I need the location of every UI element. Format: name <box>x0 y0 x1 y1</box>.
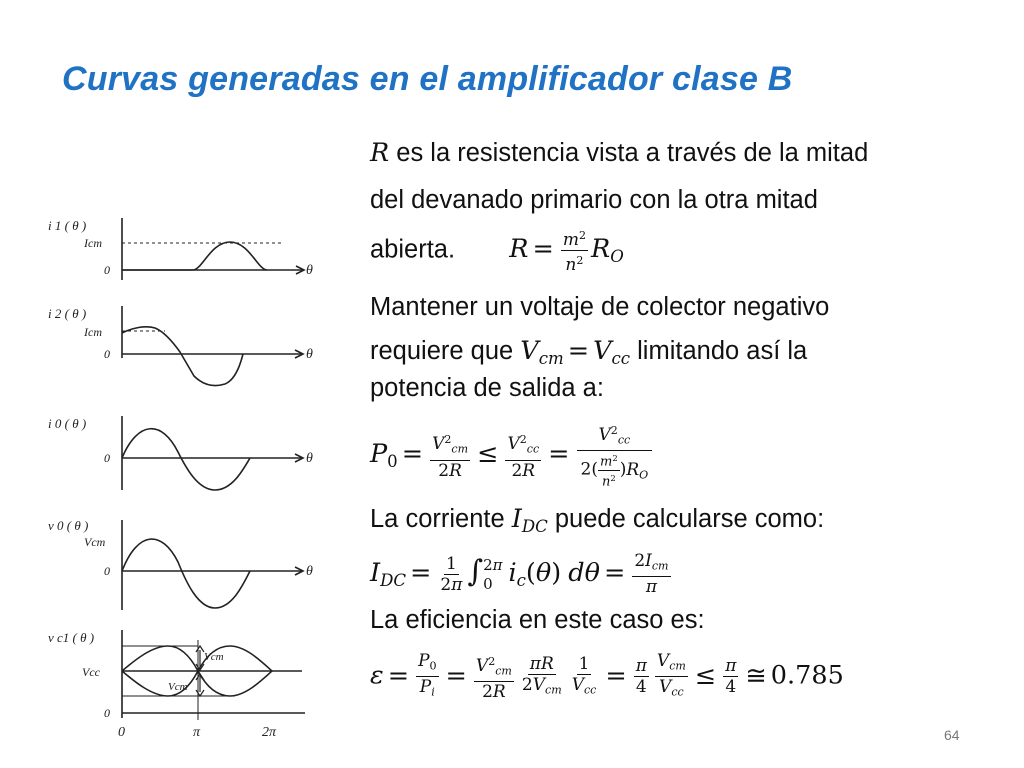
formula-efficiency: ε = $\frac{P_0}{P_i}$ = $\frac{V^2_{cm}}{2R}$ $\frac{\pi R}{2V_{cm}}$ $\frac{1}{V_{cc}}$ = $\frac{\pi}{4}$ $\frac{V_{cm}}{V_{cc}}$ ≤ $\frac{\pi}{4}$ ≅ 0.785 <box>370 651 844 702</box>
text-line-3: abierta. R = $\frac{m^2}{n^2}$ $R_O$ <box>370 226 624 275</box>
vcc-label: Vcc <box>82 665 100 679</box>
panel-i0 <box>122 416 303 490</box>
page-number: 64 <box>944 727 960 743</box>
axis-label: θ <box>306 564 313 579</box>
zero-label: 0 <box>104 564 110 578</box>
formula-idc: $I_{DC}$ = $\frac{1}{2\pi}$ ∫ 2π 0 $i_c(\theta) d\theta$ = $\frac{2I_{cm}}{\pi}$ <box>370 551 669 598</box>
text-line-8: La eficiencia en este caso es: <box>370 606 705 634</box>
zero-label: 0 <box>104 451 110 465</box>
panel-i2 <box>122 306 303 386</box>
panel-vc1 <box>122 630 305 720</box>
panel-label: i 2 ( θ ) <box>48 306 87 321</box>
zero-label: 0 <box>104 347 110 361</box>
text-line-1: R es la resistencia vista a través de la mitad <box>370 138 869 168</box>
amp-label: Icm <box>84 325 102 339</box>
formula-vcm-vcc: $V_{cm} = V_{cc}$ <box>520 336 631 368</box>
x-tick-2pi: 2π <box>262 725 277 740</box>
vcm-upper-label: Vcm <box>204 651 224 663</box>
amp-label: Icm <box>84 236 102 250</box>
zero-label: 0 <box>104 706 110 720</box>
slide-title: Curvas generadas en el amplificador clase B <box>62 60 793 98</box>
waveform-curve <box>122 327 243 386</box>
panel-label: v c1 ( θ ) <box>48 630 95 645</box>
waveform-curve <box>122 242 267 270</box>
x-tick-0: 0 <box>118 725 125 740</box>
waveform-curve <box>122 539 250 608</box>
formula-p0: $P_0$ = $\frac{V^2_{cm}}{2R}$ ≤ $\frac{V^2_{cc}}{2R}$ = $V^2_{cc}$ 2( $\frac{m^2}{n^2}$ )$R_O$ <box>370 421 655 490</box>
waveform-figure <box>40 190 340 745</box>
panel-label: i 1 ( θ ) <box>48 218 87 233</box>
axis-label: θ <box>306 263 313 278</box>
x-tick-pi: π <box>193 725 201 740</box>
text-line-6: potencia de salida a: <box>370 374 604 402</box>
vcm-lower-label: Vcm <box>168 681 188 693</box>
waveform-curve <box>122 429 250 490</box>
axis-label: θ <box>306 451 313 466</box>
panel-i1 <box>122 218 304 280</box>
var-r: R <box>370 138 390 168</box>
panel-v0 <box>122 520 303 610</box>
amp-label: Vcm <box>84 535 106 549</box>
panel-label: i 0 ( θ ) <box>48 416 87 431</box>
axis-label: θ <box>306 347 313 362</box>
text-line-2: del devanado primario con la otra mitad <box>370 186 818 214</box>
panel-label: v 0 ( θ ) <box>48 518 89 533</box>
text-line-7: La corriente $I_{DC}$ puede calcularse como: <box>370 504 825 536</box>
text-line-4: Mantener un voltaje de colector negativo <box>370 293 830 321</box>
text-line-5: requiere que $V_{cm} = V_{cc}$ limitando así la <box>370 336 808 368</box>
zero-label: 0 <box>104 263 110 277</box>
formula-r: R = $\frac{m^2}{n^2}$ $R_O$ <box>509 235 624 263</box>
